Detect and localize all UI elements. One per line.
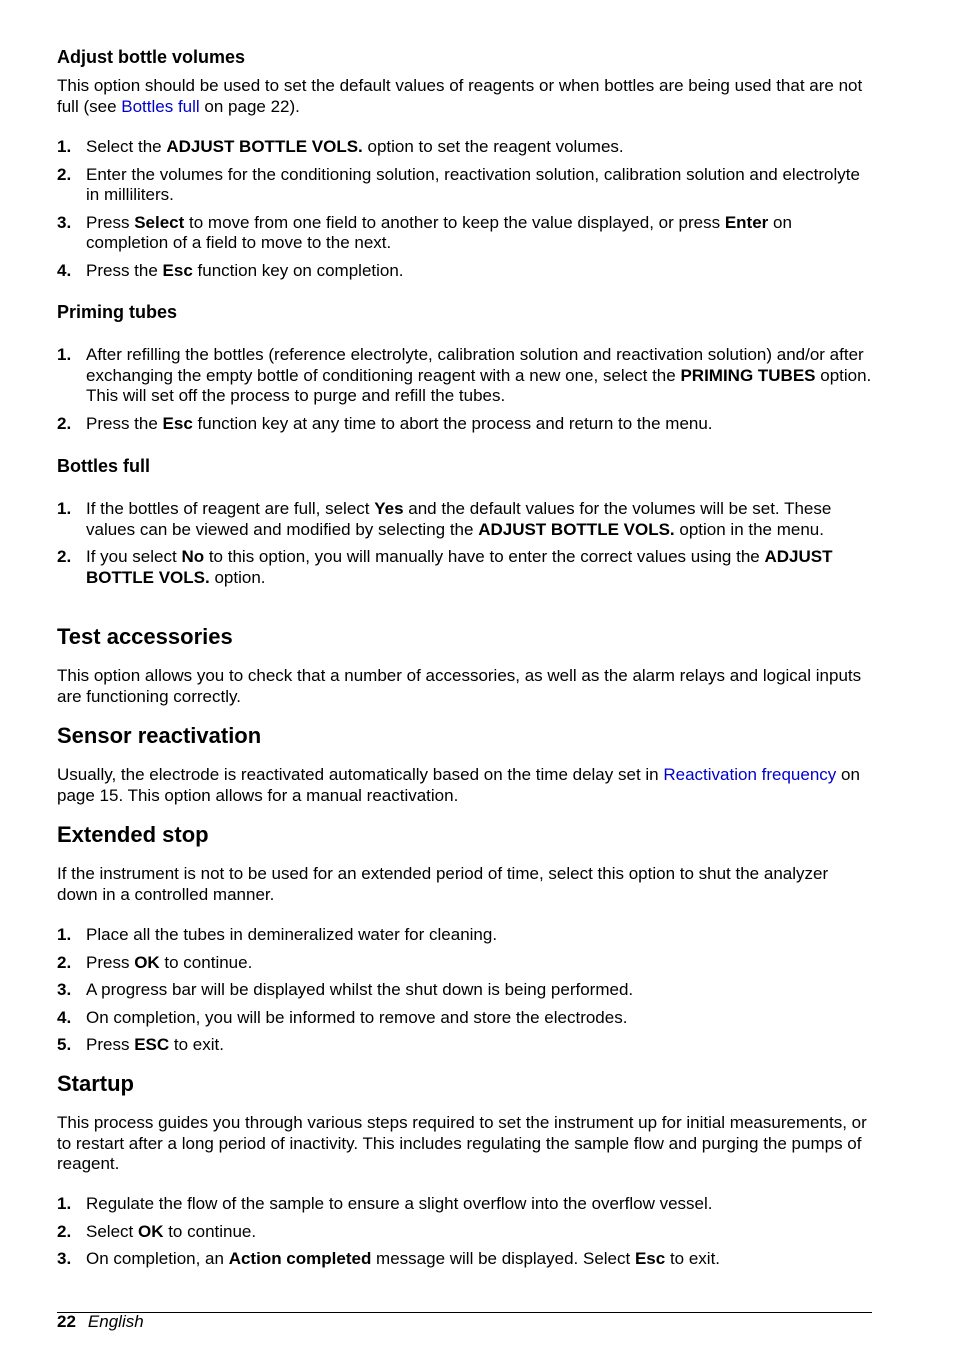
list-item [57,1194,872,1215]
list-item [57,925,872,946]
step-keyword: ADJUST BOTTLE VOLS. [86,547,833,587]
step-number: 2. [57,1221,72,1241]
step-number: 1. [57,925,72,944]
list-item [57,414,872,435]
step-text: If the bottles of reagent are full, select [86,499,375,518]
bottles-steps [57,499,872,595]
step-text: On completion, an [86,1249,229,1268]
step-text: function key at any time to abort the process and return to the menu. [192,413,713,433]
sensor-body-text-b: on page 15. This option allows for a manual reactivation. [57,765,860,805]
list-item [57,261,872,282]
step-text: and the default values for the volumes will be set. These values can be viewed and modified by selecting the [86,499,832,539]
list-item [57,1222,872,1243]
step-text: If you select [86,547,182,566]
heading-test-accessories: Test accessories [57,624,233,649]
adjust-intro-text-a: This option should be used to set the default values of reagents or when bottles are being used that are not full (see [57,76,863,116]
step-number: 2. [57,547,72,566]
step-number: 3. [57,980,72,999]
step-text: A progress bar will be displayed whilst the shut down is being performed. [86,980,634,999]
heading-adjust-bottle-volumes: Adjust bottle volumes [57,47,246,67]
page-footer [57,1312,144,1333]
step-keyword: Esc [634,1249,666,1268]
step-number: 1. [57,499,72,518]
step-number: 1. [57,345,72,364]
step-number: 1. [57,1194,72,1213]
step-keyword: Enter [724,212,769,232]
test-body: This option allows you to check that a number of accessories, as well as the alarm relays and logical inputs are functioning correctly. [57,666,862,706]
step-keyword: Action completed [228,1249,372,1268]
list-item [57,345,872,407]
step-text: option to set the reagent volumes. [362,137,624,156]
list-item [57,1035,872,1056]
list-item [57,1249,872,1270]
list-item [57,213,872,254]
step-number: 5. [57,1035,72,1054]
startup-body: This process guides you through various steps required to set the instrument up for initial measurements, or to restart after a long period of inactivity. This includes regulating the sample flow and purging the pumps of reagent. [57,1113,867,1173]
footer-divider [57,1312,872,1313]
list-item [57,953,872,974]
step-text: to exit. [169,1035,224,1054]
adjust-intro-text-b: on page 22). [199,96,300,116]
step-number: 4. [57,1007,72,1027]
heading-startup: Startup [57,1071,134,1096]
step-text: Press the [86,413,163,433]
step-keyword: ADJUST BOTTLE VOLS. [166,137,363,156]
step-text: Enter the volumes for the conditioning solution, reactivation solution, calibration solution and electrolyte in milliliters. [86,164,860,204]
step-keyword: PRIMING TUBES [680,365,816,385]
step-text: to move from one field to another to keep the value displayed, or press [184,212,725,232]
page-number: 22 [57,1312,76,1331]
step-text: Regulate the flow of the sample to ensure a slight overflow into the overflow vessel. [86,1194,713,1213]
step-text: Press [86,952,135,972]
step-text: Press [86,1035,135,1054]
heading-sensor-reactivation: Sensor reactivation [57,723,262,748]
step-number: 4. [57,260,72,280]
list-item [57,165,872,206]
step-number: 3. [57,212,72,232]
step-text: message will be displayed. Select [371,1249,635,1268]
step-text: to continue. [159,952,253,972]
step-text: After refilling the bottles (reference electrolyte, calibration solution and reactivation solution) and/or after exchanging the empty bottle of conditioning reagent with a new one, select the [86,345,864,385]
step-keyword: ADJUST BOTTLE VOLS. [478,519,675,539]
step-text: Press [86,212,135,232]
heading-priming-tubes: Priming tubes [57,302,178,322]
priming-steps [57,345,872,441]
step-keyword: Esc [162,260,193,280]
step-keyword: Esc [162,413,193,433]
list-item [57,980,872,1001]
step-text: option. This will set off the process to purge and refill the tubes. [86,365,872,405]
step-text: function key on completion. [192,260,404,280]
startup-steps [57,1194,872,1277]
list-item [57,547,872,588]
step-text: option. [209,567,266,587]
step-keyword: OK [134,952,160,972]
step-text: to this option, you will manually have to enter the correct values using the [204,547,765,566]
sensor-body [57,765,872,806]
step-text: On completion, you will be informed to remove and store the electrodes. [86,1007,628,1027]
step-number: 2. [57,413,72,433]
step-text: Select [86,1221,138,1241]
link-bottles-full[interactable]: Bottles full [121,96,200,116]
heading-bottles-full: Bottles full [57,456,150,476]
sensor-body-text-a: Usually, the electrode is reactivated automatically based on the time delay set in [57,765,664,784]
adjust-intro [57,76,872,117]
step-keyword: Select [134,212,185,232]
step-text: to continue. [163,1221,257,1241]
link-reactivation-frequency[interactable]: Reactivation frequency [663,765,837,784]
step-text: Press the [86,260,163,280]
adjust-steps [57,137,872,288]
step-number: 2. [57,164,72,184]
footer-language: English [87,1312,144,1331]
step-text: to exit. [665,1249,721,1268]
step-keyword: No [181,547,205,566]
heading-extended-stop: Extended stop [57,822,209,847]
step-keyword: OK [137,1221,164,1241]
step-text: option in the menu. [674,519,824,539]
step-text: Select the [86,137,167,156]
step-number: 3. [57,1249,72,1268]
list-item [57,137,872,158]
step-number: 2. [57,952,72,972]
step-keyword: Yes [374,499,404,518]
list-item [57,1008,872,1029]
step-text: Place all the tubes in demineralized water for cleaning. [86,925,498,944]
list-item [57,499,872,540]
extended-body: If the instrument is not to be used for an extended period of time, select this option to shut the analyzer down in a controlled manner. [57,864,829,904]
step-text: on completion of a field to move to the next. [86,212,792,252]
extended-steps [57,925,872,1063]
step-keyword: ESC [134,1035,170,1054]
step-number: 1. [57,137,72,156]
